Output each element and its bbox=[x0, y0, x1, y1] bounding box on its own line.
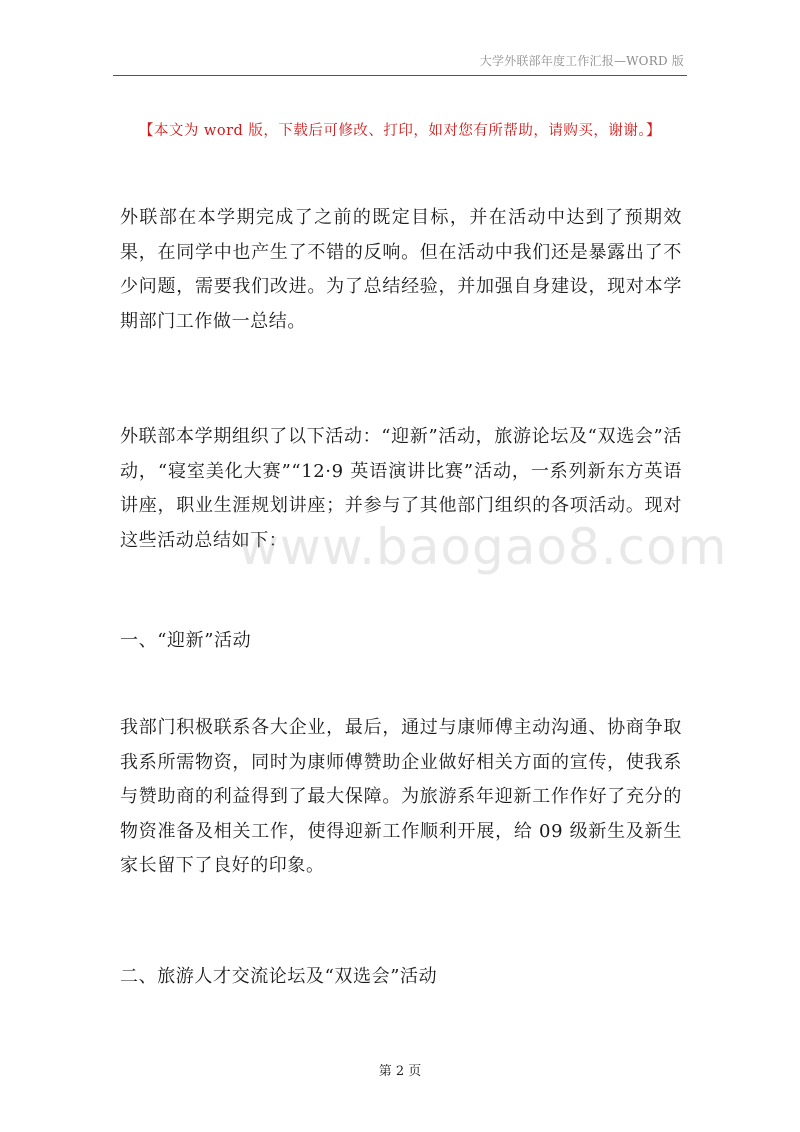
section-heading-2: 二、旅游人才交流论坛及“双选会”活动 bbox=[120, 966, 438, 987]
body-paragraph-intro: 外联部在本学期完成了之前的既定目标，并在活动中达到了预期效果，在同学中也产生了不错的反响。但在活动中我们还是暴露出了不少问题，需要我们改进。为了总结经验，并加强自身建设，现对本学期部门工作做一总结。 bbox=[120, 207, 682, 332]
watermark: www.baogao8.com bbox=[238, 518, 728, 576]
body-paragraph-welcome: 我部门积极联系各大企业，最后，通过与康师傅主动沟通、协商争取我系所需物资，同时为康师傅赞助企业做好相关方面的宣传，使我系与赞助商的利益得到了最大保障。为旅游系年迎新工作作好了充分的物资准备及相关工作，使得迎新工作顺利开展，给 09 级新生及新生家长留下了良好的印象。 bbox=[120, 717, 682, 876]
section-heading-1: 一、“迎新”活动 bbox=[120, 630, 252, 651]
body-paragraph-activities: 外联部本学期组织了以下活动：“迎新”活动，旅游论坛及“双选会”活动，“寝室美化大赛”“12·9 英语演讲比赛”活动，一系列新东方英语讲座，职业生涯规划讲座；并参与了其他部门组织的各项活动。现对这些活动总结如下： bbox=[120, 426, 682, 551]
page-number: 第 2 页 bbox=[378, 1064, 422, 1079]
purchase-notice: 【本文为 word 版，下载后可修改、打印，如对您有所帮助，请购买，谢谢。】 bbox=[138, 123, 662, 139]
header-divider bbox=[113, 75, 687, 76]
header-title: 大学外联部年度工作汇报—WORD 版 bbox=[479, 54, 684, 68]
